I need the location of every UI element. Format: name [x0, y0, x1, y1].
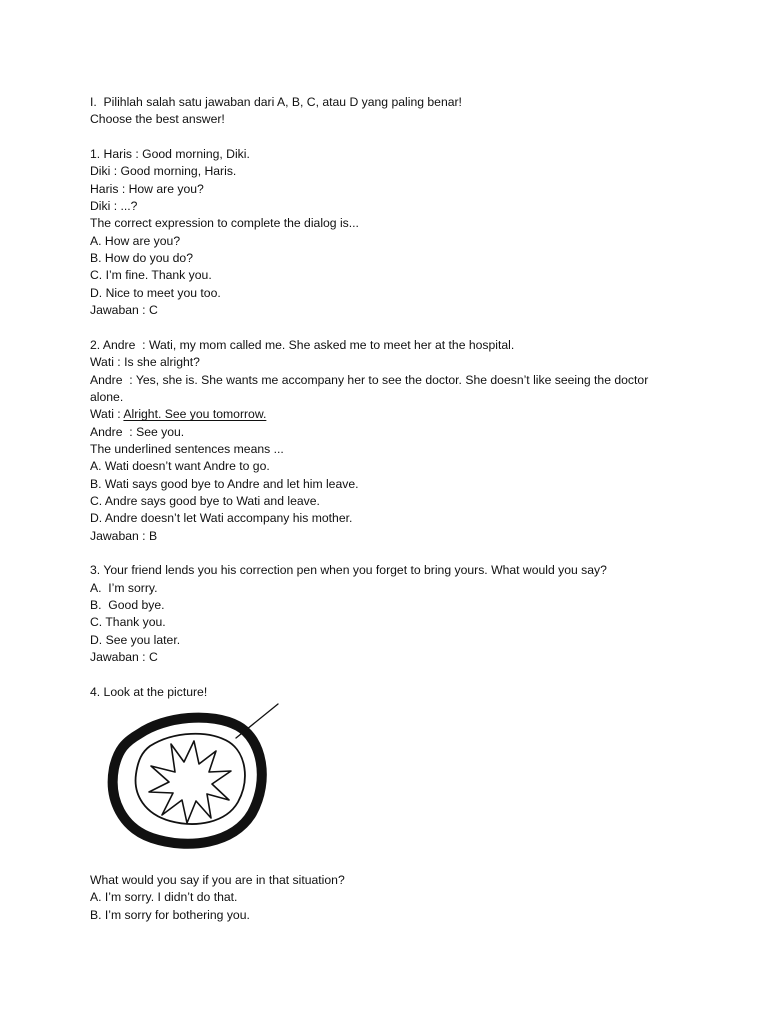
q2-dialog-line-2: Wati : Is she alright? — [90, 355, 200, 370]
question-4 — [90, 684, 690, 924]
q1-option-b: B. How do you do? — [90, 251, 193, 266]
question-spacer — [90, 666, 690, 683]
q1-option-d: D. Nice to meet you too. — [90, 285, 221, 300]
q1-option-c: C. I’m fine. Thank you. — [90, 268, 212, 283]
broken-tv-picture — [108, 702, 288, 852]
q1-dialog-line-3: Haris : How are you? — [90, 181, 204, 196]
exam-content — [90, 94, 690, 924]
q1-dialog-line-2: Diki : Good morning, Haris. — [90, 164, 237, 179]
instruction-english: Choose the best answer! — [90, 112, 225, 127]
q3-question-stem: 3. Your friend lends you his correction pen when you forget to bring yours. What would you say? — [90, 563, 607, 578]
q2-option-a: A. Wati doesn’t want Andre to go. — [90, 459, 270, 474]
q1-option-a: A. How are you? — [90, 233, 181, 248]
q2-speaker-label: Wati : — [90, 407, 124, 422]
q2-dialog-line-4: alone. — [90, 389, 124, 404]
q2-underlined-sentence: Alright. See you tomorrow. — [123, 407, 267, 422]
q2-dialog-line-3: Andre : Yes, she is. She wants me accompany her to see the doctor. She doesn’t like seeing the doctor — [90, 372, 649, 387]
q2-option-b: B. Wati says good bye to Andre and let him leave. — [90, 476, 359, 491]
q2-dialog-line-1: 2. Andre : Wati, my mom called me. She asked me to meet her at the hospital. — [90, 337, 515, 352]
broken-tv-icon — [108, 702, 288, 852]
q3-option-b: B. Good bye. — [90, 597, 165, 612]
question-spacer — [90, 319, 690, 336]
q2-dialog-line-6: Andre : See you. — [90, 424, 185, 439]
q3-option-c: C. Thank you. — [90, 615, 166, 630]
q2-question-stem: The underlined sentences means ... — [90, 441, 284, 456]
question-2 — [90, 337, 690, 545]
q4-option-b: B. I’m sorry for bothering you. — [90, 907, 250, 922]
q1-question-stem: The correct expression to complete the dialog is... — [90, 216, 359, 231]
q1-dialog-line-1: 1. Haris : Good morning, Diki. — [90, 147, 250, 162]
section-spacer — [90, 129, 690, 146]
screen-crack-burst — [149, 741, 231, 823]
question-3 — [90, 562, 690, 666]
q3-option-a: A. I’m sorry. — [90, 580, 158, 595]
q2-underlined-dialog-line — [90, 406, 690, 423]
q2-option-c: C. Andre says good bye to Wati and leave. — [90, 493, 320, 508]
q2-option-d: D. Andre doesn’t let Wati accompany his mother. — [90, 511, 353, 526]
q1-dialog-line-4: Diki : ...? — [90, 199, 138, 214]
instruction-indonesian: I. Pilihlah salah satu jawaban dari A, B, C, atau D yang paling benar! — [90, 95, 462, 109]
q4-question-stem: What would you say if you are in that situation? — [90, 873, 345, 888]
q1-answer: Jawaban : C — [90, 303, 158, 318]
q3-option-d: D. See you later. — [90, 632, 181, 647]
question-1 — [90, 146, 690, 319]
q2-answer: Jawaban : B — [90, 528, 158, 543]
q4-prompt: 4. Look at the picture! — [90, 684, 208, 699]
q4-option-a: A. I’m sorry. I didn’t do that. — [90, 890, 238, 905]
question-spacer — [90, 545, 690, 562]
q3-answer: Jawaban : C — [90, 650, 158, 664]
